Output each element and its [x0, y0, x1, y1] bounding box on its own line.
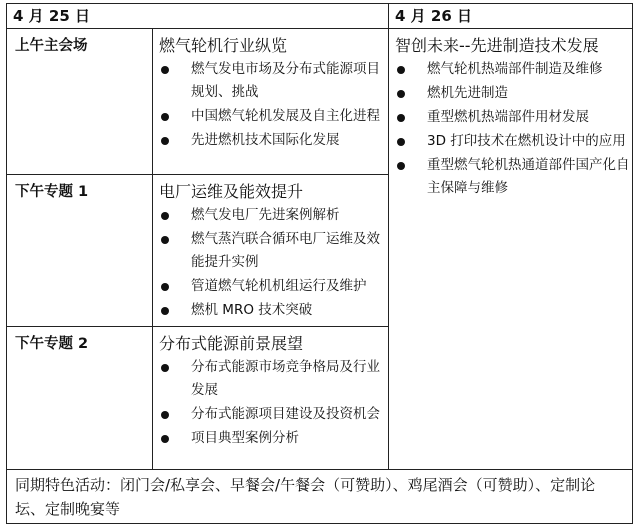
bullet-icon [161, 411, 169, 419]
day2-session-cell [389, 29, 633, 470]
bullet-icon [397, 114, 405, 122]
session-afternoon1-label: 下午专题 1 [7, 175, 153, 327]
bullet-icon [161, 435, 169, 443]
bullet-icon [161, 364, 169, 372]
bullet-icon [397, 90, 405, 98]
bullet-icon [397, 66, 405, 74]
bullet-icon [397, 162, 405, 170]
bullet-icon [161, 236, 169, 244]
list-item: 重型燃机热端部件用材发展 [389, 106, 632, 129]
bullet-icon [161, 137, 169, 145]
list-item: 燃气发电厂先进案例解析 [153, 204, 388, 227]
list-item: 管道燃气轮机机组运行及维护 [153, 275, 388, 298]
day2-session-title: 智创未来--先进制造技术发展 [395, 36, 599, 55]
bullet-icon [397, 138, 405, 146]
list-item: 燃机先进制造 [389, 82, 632, 105]
agenda-table [6, 3, 633, 524]
session-morning-title: 燃气轮机行业纵览 [159, 36, 288, 55]
list-item: 燃气发电市场及分布式能源项目规划、挑战 [153, 58, 388, 104]
list-item: 燃气轮机热端部件制造及维修 [389, 58, 632, 81]
bullet-icon [161, 66, 169, 74]
bullet-icon [161, 283, 169, 291]
bullet-icon [161, 212, 169, 220]
day1-header: 4 月 25 日 [7, 4, 389, 29]
session-afternoon2-title: 分布式能源前景展望 [159, 334, 304, 353]
session-afternoon1-cell [153, 175, 389, 327]
session-afternoon1-title: 电厂运维及能效提升 [159, 182, 304, 201]
session-afternoon2-cell [153, 327, 389, 470]
session-morning-cell [153, 29, 389, 175]
list-item: 重型燃气轮机热通道部件国产化自主保障与维修 [389, 154, 632, 200]
list-item: 中国燃气轮机发展及自主化进程 [153, 105, 388, 128]
day2-header: 4 月 26 日 [389, 4, 633, 29]
list-item: 3D 打印技术在燃机设计中的应用 [389, 130, 632, 153]
session-afternoon2-label: 下午专题 2 [7, 327, 153, 470]
list-item: 燃机 MRO 技术突破 [153, 299, 388, 322]
session-morning-label: 上午主会场 [7, 29, 153, 175]
list-item: 分布式能源市场竞争格局及行业发展 [153, 356, 388, 402]
bullet-icon [161, 113, 169, 121]
footer-activities: 同期特色活动：闭门会/私享会、早餐会/午餐会（可赞助）、鸡尾酒会（可赞助）、定制论坛、定制晚宴等 [7, 470, 633, 524]
list-item: 分布式能源项目建设及投资机会 [153, 403, 388, 426]
bullet-icon [161, 307, 169, 315]
list-item: 燃气蒸汽联合循环电厂运维及效能提升实例 [153, 228, 388, 274]
list-item: 项目典型案例分析 [153, 427, 388, 450]
list-item: 先进燃机技术国际化发展 [153, 129, 388, 152]
